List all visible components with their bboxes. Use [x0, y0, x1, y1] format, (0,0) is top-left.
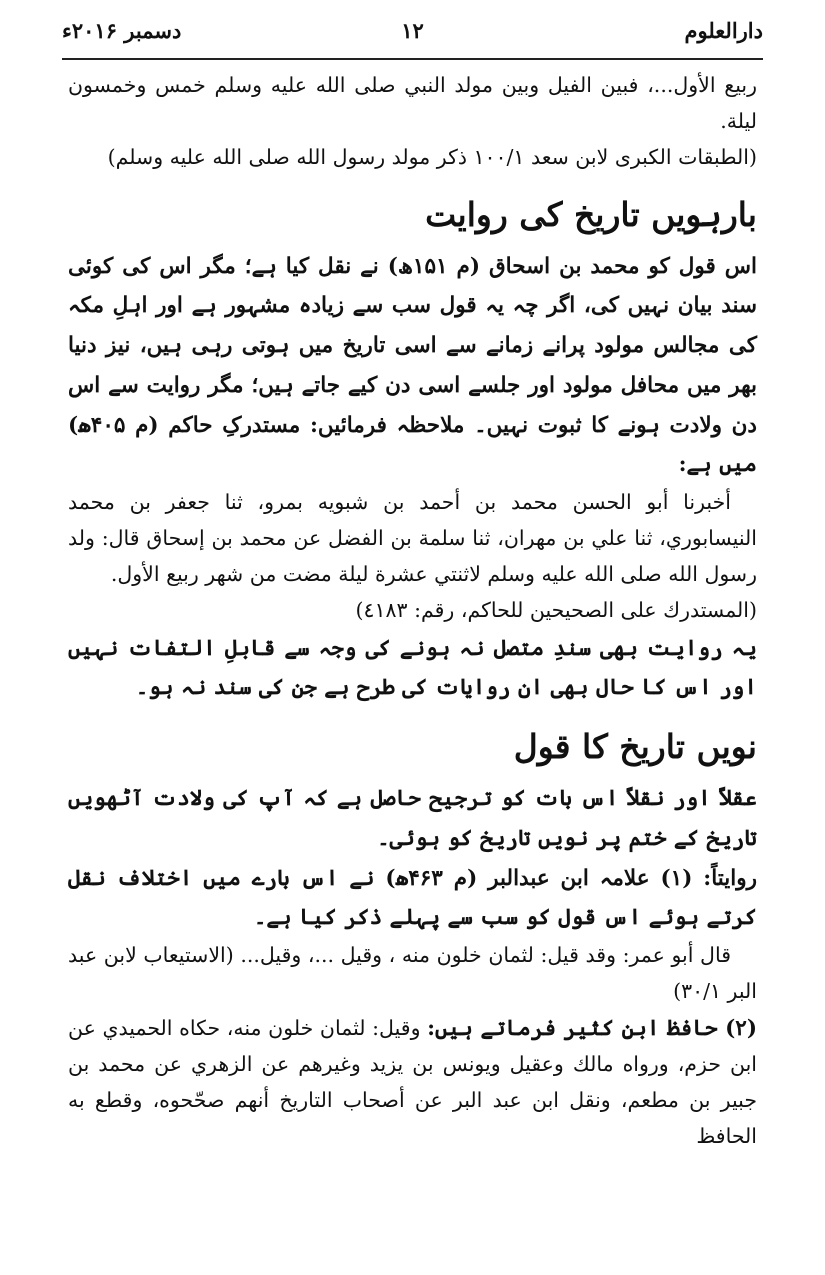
arabic-quote: وقيل: لثمان خلون منه، حكاه الحميدي عن ابن حزم، ورواه مالك وعقيل ويونس بن يزيد وغيرهم عن الزهري عن محمد بن جبير بن مطعم، ونقل ابن عبد البر عن أصحاب التاريخ أنهم صحّحوه، وقطع به الحافظ — [68, 1015, 757, 1149]
arabic-quote: قال أبو عمر: وقد قيل: لثمان خلون منه ، وقيل ...، وقيل... (الاستيعاب لابن عبد البر ٣٠/١) — [68, 943, 757, 1003]
urdu-paragraph: روایتاً: (۱) علامہ ابن عبدالبر (م ۴۶۳ھ) نے اس بارے میں اختلاف نقل کرتے ہوئے اس قول کو سب سے پہلے ذکر کیا ہے۔ — [68, 865, 758, 931]
section-heading: بارہویں تاریخ کی روایت — [425, 194, 757, 234]
arabic-quote: ربيع الأول...، فبين الفيل وبين مولد النبي صلى الله عليه وسلم خمس وخمسون ليلة. — [68, 73, 757, 133]
section-heading: نویں تاریخ کا قول — [513, 727, 757, 767]
urdu-paragraph: اس قول کو محمد بن اسحاق (م ۱۵۱ھ) نے نقل کیا ہے؛ مگر اس کی کوئی سند بیان نہیں کی، اگر چہ یہ قول سب سے زیادہ مشہور ہے اور اہلِ مکہ کی مجالس مولود پرانے زمانے سے اسی تاریخ میں ہوتی رہی ہیں، نیز دنیا بھر میں محافل مولود اور جلسے اسی دن کیے جاتے ہیں؛ مگر روایت سے اس دن ولادت ہونے کا ثبوت نہیں۔ ملاحظہ فرمائیں: مستدرکِ حاکم (م ۴۰۵ھ) میں ہے: — [68, 253, 758, 478]
citation: (المستدرك على الصحيحين للحاكم، رقم: ٤١٨٣) — [355, 597, 757, 622]
page-header — [62, 18, 763, 52]
urdu-lead-in: (۲) حافظ ابنِ کثیر فرماتے ہیں: — [427, 1015, 757, 1041]
citation: (الطبقات الكبرى لابن سعد ١٠٠/١ ذكر مولد رسول الله صلى الله عليه وسلم) — [107, 144, 757, 169]
mixed-paragraph — [68, 1010, 757, 1155]
journal-name: دارالعلوم — [684, 18, 763, 43]
header-rule — [62, 58, 763, 60]
urdu-paragraph: عقلاً اور نقلاً اس بات کو ترجیح حاصل ہے کہ آپ کی ولادت آٹھویں تاریخ کے ختم پر نویں تاریخ کو ہوئی۔ — [68, 786, 757, 851]
page-number: ١٢ — [401, 18, 424, 43]
urdu-paragraph: یہ روایت بھی سندِ متصل نہ ہونے کی وجہ سے قابلِ التفات نہیں اور اس کا حال بھی ان روایات کی طرح ہے جن کی سند نہ ہو۔ — [68, 635, 757, 701]
article-body — [68, 68, 757, 1155]
issue-date: دسمبر ۲۰۱۶ء — [62, 18, 182, 43]
arabic-hadith: أخبرنا أبو الحسن محمد بن أحمد بن شبويه بمرو، ثنا جعفر بن محمد النيسابوري، ثنا علي بن مهران، ثنا سلمة بن الفضل عن محمد بن إسحاق قال: ولد رسول الله صلى الله عليه وسلم لاثنتي عشرة ليلة مضت من شهر ربيع الأول. — [68, 490, 757, 586]
